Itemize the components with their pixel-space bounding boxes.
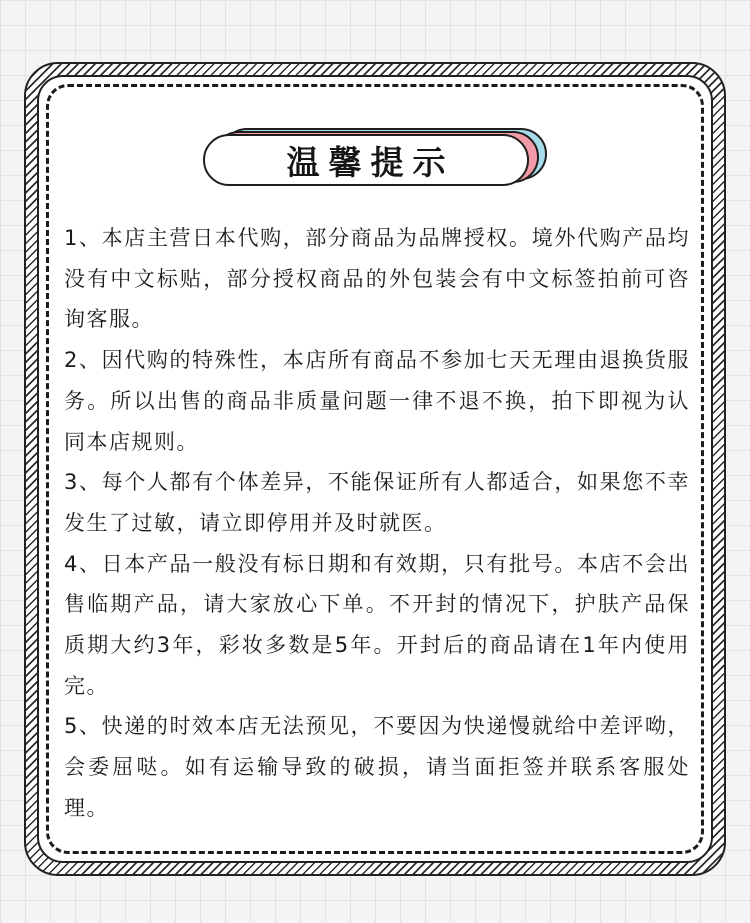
notice-item-4: 4、日本产品一般没有标日期和有效期，只有批号。本店不会出售临期产品，请大家放心下单。不开封的情况下，护肤产品保质期大约3年，彩妆多数是5年。开封后的商品请在1年内使用完。 <box>64 551 690 698</box>
notice-list <box>64 218 690 829</box>
notice-item-1: 1、本店主营日本代购，部分商品为品牌授权。境外代购产品均没有中文标贴，部分授权商品的外包装会有中文标签拍前可咨询客服。 <box>64 226 690 332</box>
notice-item-5: 5、快递的时效本店无法预见，不要因为快递慢就给中差评呦，会委屈哒。如有运输导致的破损，请当面拒签并联系客服处理。 <box>64 714 690 820</box>
title-badge <box>203 128 547 188</box>
page-title: 温馨提示 <box>286 142 455 182</box>
notice-item-2: 2、因代购的特殊性，本店所有商品不参加七天无理由退换货服务。所以出售的商品非质量问题一律不退不换，拍下即视为认同本店规则。 <box>64 348 690 454</box>
title-pill <box>203 134 529 186</box>
notice-item-3: 3、每个人都有个体差异，不能保证所有人都适合，如果您不幸发生了过敏，请立即停用并及时就医。 <box>64 470 690 535</box>
